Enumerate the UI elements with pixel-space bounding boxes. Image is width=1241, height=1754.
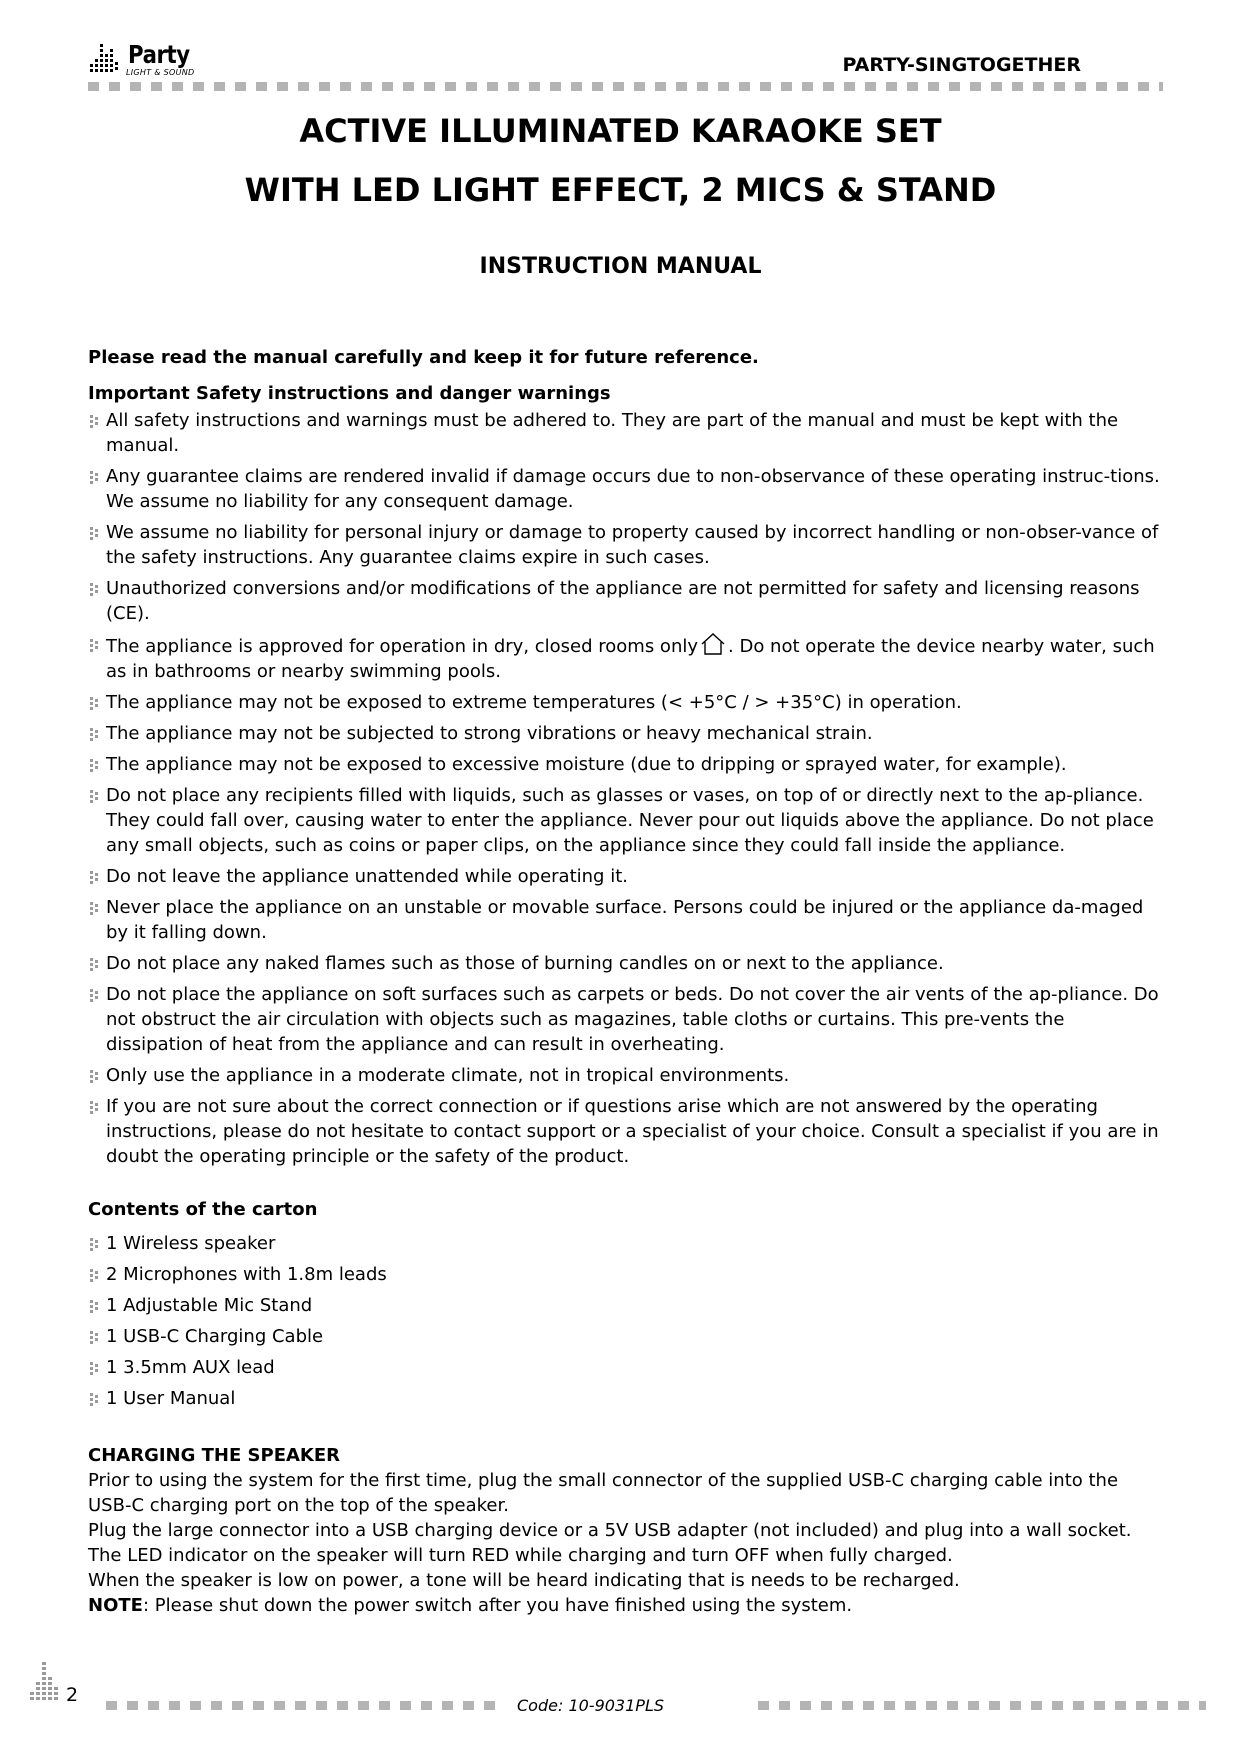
- list-item: Do not place any naked flames such as those of burning candles on or next to the appliance.: [88, 951, 1163, 976]
- list-item: Do not place the appliance on soft surfaces such as carpets or beds. Do not cover the air vents of the ap-pliance. Do not obstruct the air circulation with objects such as magazines, table cloths or curtains. This pre-vents the dissipation of heat from the appliance and can result in overheating.: [88, 982, 1163, 1057]
- footer-divider-left: [106, 1701, 498, 1710]
- list-item: If you are not sure about the correct connection or if questions arise which are not answered by the operating instructions, please do not hesitate to contact support or a specialist of your choice. Consult a specialist if you are in doubt the operating principle or the safety of the product.: [88, 1094, 1163, 1169]
- title-line-1: ACTIVE ILLUMINATED KARAOKE SET: [299, 112, 942, 150]
- list-item: The appliance may not be subjected to strong vibrations or heavy mechanical strain.: [88, 721, 1163, 746]
- contents-heading: Contents of the carton: [88, 1199, 318, 1220]
- equalizer-logo-icon: [88, 34, 128, 74]
- list-item: 2 Microphones with 1.8m leads: [88, 1262, 1163, 1287]
- footer-divider-right: [758, 1701, 1206, 1710]
- list-item: 1 USB-C Charging Cable: [88, 1324, 1163, 1349]
- list-item: Do not place any recipients filled with liquids, such as glasses or vases, on top of or directly next to the ap-pliance. They could fall over, causing water to enter the appliance. Never pour out liquids above the appliance. Do not place any small objects, such as coins or paper clips, on the appliance since they could fall inside the appliance.: [88, 783, 1163, 858]
- list-item-dry-rooms: [88, 632, 1163, 684]
- charging-heading: CHARGING THE SPEAKER: [88, 1445, 341, 1466]
- title-line-2: WITH LED LIGHT EFFECT, 2 MICS & STAND: [244, 171, 997, 209]
- list-item: Only use the appliance in a moderate climate, not in tropical environments.: [88, 1063, 1163, 1088]
- model-name: PARTY-SINGTOGETHER: [842, 54, 1081, 76]
- dry-rooms-text: The appliance is approved for operation in dry, closed rooms only: [106, 636, 699, 657]
- list-item: Never place the appliance on an unstable or movable surface. Persons could be injured or the appliance da-maged by it falling down.: [88, 895, 1163, 945]
- charging-note: [88, 1593, 1163, 1618]
- list-item: The appliance may not be exposed to extreme temperatures (< +5°C / > +35°C) in operation.: [88, 690, 1163, 715]
- manual-subtitle: INSTRUCTION MANUAL: [479, 254, 762, 279]
- note-text: : Please shut down the power switch after you have finished using the system.: [142, 1595, 853, 1616]
- page-number: 2: [66, 1684, 79, 1706]
- brand-logo: [88, 34, 208, 80]
- contents-list: [88, 1231, 1163, 1411]
- charging-paragraph-1: Prior to using the system for the first time, plug the small connector of the supplied USB-C charging cable into the USB-C charging port on the top of the speaker.: [88, 1470, 1119, 1516]
- dry-rooms-text-rest: . Do not operate the device nearby water, such as in bathrooms or nearby swimming pools.: [106, 636, 1155, 682]
- header-divider: [88, 82, 1163, 91]
- product-code: Code: 10-9031PLS: [517, 1696, 665, 1715]
- list-item: Any guarantee claims are rendered invalid if damage occurs due to non-observance of these operating instruc-tions. We assume no liability for any consequent damage.: [88, 464, 1163, 514]
- brand-subtitle: LIGHT & SOUND: [126, 68, 195, 77]
- note-label: NOTE: [88, 1595, 143, 1616]
- safety-list: [88, 408, 1163, 1169]
- footer-equalizer-icon: [28, 1658, 64, 1702]
- intro-text: Please read the manual carefully and keep it for future reference.: [88, 347, 759, 368]
- manual-body: [88, 345, 1163, 1618]
- list-item: 1 User Manual: [88, 1386, 1163, 1411]
- safety-heading: Important Safety instructions and danger warnings: [88, 383, 611, 404]
- indoor-house-icon: [700, 632, 726, 656]
- list-item: 1 Wireless speaker: [88, 1231, 1163, 1256]
- list-item: All safety instructions and warnings must be adhered to. They are part of the manual and must be kept with the manual.: [88, 408, 1163, 458]
- brand-name: Party: [128, 40, 190, 69]
- charging-paragraph-3: When the speaker is low on power, a tone will be heard indicating that is needs to be recharged.: [88, 1570, 960, 1591]
- list-item: Do not leave the appliance unattended while operating it.: [88, 864, 1163, 889]
- charging-paragraph-2: Plug the large connector into a USB charging device or a 5V USB adapter (not included) and plug into a wall socket. The LED indicator on the speaker will turn RED while charging and turn OFF when fully charged.: [88, 1520, 1132, 1566]
- list-item: 1 3.5mm AUX lead: [88, 1355, 1163, 1380]
- list-item: The appliance may not be exposed to excessive moisture (due to dripping or sprayed water, for example).: [88, 752, 1163, 777]
- list-item: We assume no liability for personal injury or damage to property caused by incorrect handling or non-obser-vance of the safety instructions. Any guarantee claims expire in such cases.: [88, 520, 1163, 570]
- list-item: Unauthorized conversions and/or modifications of the appliance are not permitted for safety and licensing reasons (CE).: [88, 576, 1163, 626]
- list-item: 1 Adjustable Mic Stand: [88, 1293, 1163, 1318]
